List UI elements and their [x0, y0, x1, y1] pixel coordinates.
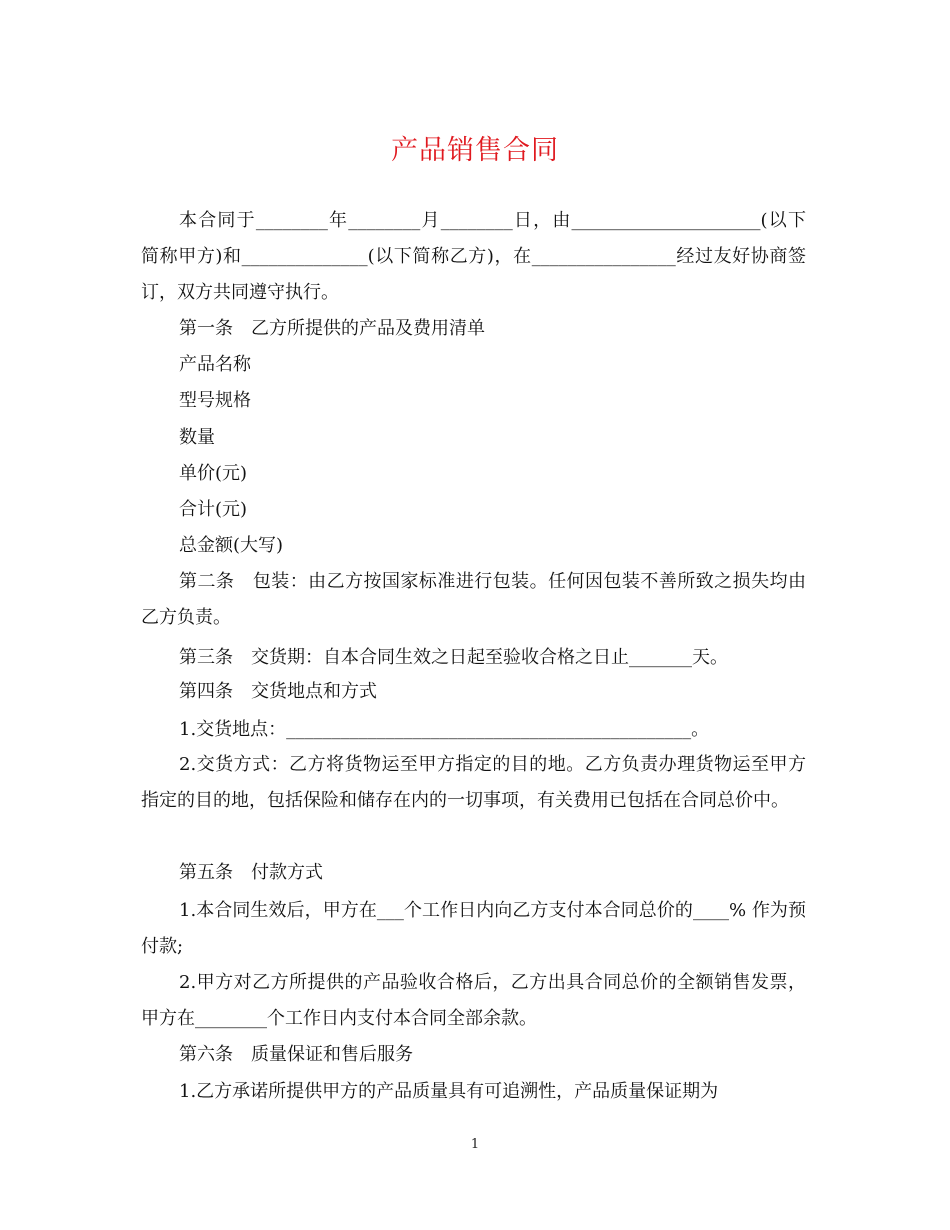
intro-paragraph: 本合同于________年________月________日，由_____________________(以下简称甲方)和______________(以下简称乙方)，在________________经过友好协商签订，双方共同遵守执行。 — [141, 210, 806, 303]
article2-paragraph: 第二条 包装：由乙方按国家标准进行包装。任何因包装不善所致之损失均由乙方负责。 — [141, 571, 806, 628]
article6-heading: 第六条 质量保证和售后服务 — [179, 1044, 413, 1065]
article5-item2: 2.甲方对乙方所提供的产品验收合格后，乙方出具合同总价的全额销售发票，甲方在________个工作日内支付本合同全部余款。 — [141, 972, 806, 1029]
item-model-spec: 型号规格 — [179, 390, 251, 411]
document-title: 产品销售合同 — [391, 135, 559, 166]
article4-place: 1.交货地点：_____________________________________________。 — [179, 719, 710, 740]
article5-heading: 第五条 付款方式 — [179, 862, 323, 883]
page-number: 1 — [470, 1137, 480, 1152]
article5-item1: 1.本合同生效后，甲方在___个工作日内向乙方支付本合同总价的____% 作为预付款; — [141, 900, 806, 957]
article3-paragraph: 第三条 交货期：自本合同生效之日起至验收合格之日止_______天。 — [179, 647, 728, 668]
article4-heading: 第四条 交货地点和方式 — [179, 681, 377, 702]
item-subtotal: 合计(元) — [179, 499, 248, 520]
item-total-amount: 总金额(大写) — [179, 535, 284, 556]
item-quantity: 数量 — [179, 427, 215, 448]
article1-heading: 第一条 乙方所提供的产品及费用清单 — [179, 318, 485, 339]
item-unit-price: 单价(元) — [179, 463, 248, 484]
item-product-name: 产品名称 — [179, 354, 251, 375]
article6-item1: 1.乙方承诺所提供甲方的产品质量具有可追溯性，产品质量保证期为 — [179, 1081, 719, 1102]
article4-method: 2.交货方式：乙方将货物运至甲方指定的目的地。乙方负责办理货物运至甲方指定的目的地，包括保险和储存在内的一切事项，有关费用已包括在合同总价中。 — [141, 754, 806, 811]
